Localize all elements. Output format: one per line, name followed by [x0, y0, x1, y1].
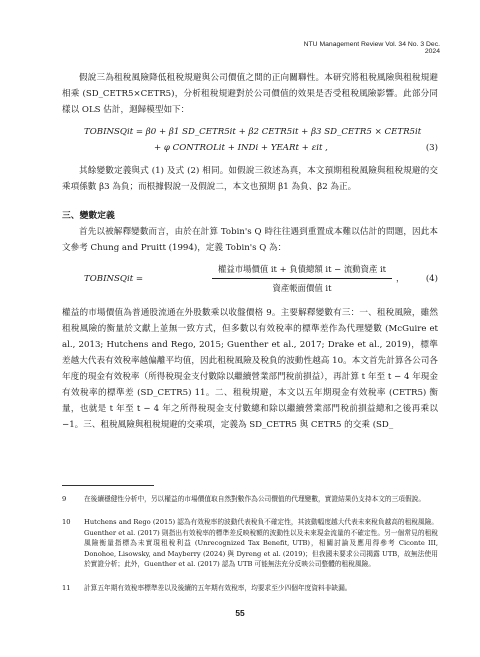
running-header: NTU Management Review Vol. 34 No. 3 Dec. 2024	[303, 41, 440, 55]
equation-4-fraction	[212, 262, 392, 295]
footnote-number: 9	[62, 495, 67, 503]
footnote-text: 計算五年期有效稅率標準差以及後續的五年期有效稅率，均要求至少四個年度資料非缺漏。	[84, 584, 352, 592]
footnote-text: 在後續穩健性分析中，另以權益的市場價值取自然對數作為公司價值的代理變數，實證結果仍支持本文的三項假說。	[84, 495, 426, 503]
footnote-text: Hutchens and Rego (2015) 認為有效稅率的波動代表稅負不確定性，其波動幅度越大代表未來稅負越高的租稅風險。Guenther et al. (2017) 則指出有效稅率的標準差反映稅額的波動性以及未來現金流量的不確定性。另一個常見的租稅風險衡量指標為未實現租稅利益 (Unrecognized Tax Benefit, UTB)，相關討論及應用得參考 Ciconte III, Donohoe, Lisowsky, and Mayberry (2024) 與 Dyreng et al. (2019)；但我國未要求公司揭露 UTB，故無法使用於實證分析；此外，Guenther et al. (2017) 認為 UTB 可能無法充分反映公司整體的租稅風險。	[84, 518, 438, 568]
footnote-11	[62, 583, 438, 594]
section-heading: 三、變數定義	[62, 211, 115, 221]
footnote-number: 10	[62, 518, 71, 526]
paragraph-variable-expectation: 其餘變數定義與式 (1) 及式 (2) 相同。如假說三敘述為真，本文預期租稅風險與租稅規避的交乘項係數 β3 為負；而根據假說一及假說二，本文也預期 β1 為負、β2 為正。	[62, 166, 438, 192]
paragraph-explanatory-variables: 權益的市場價值為普通股流通在外股數乘以收盤價格 9。主要解釋變數有三：一、租稅風險，雖然租稅風險的衡量於文獻上並無一致方式，但多數以有效稅率的標準差作為代理變數 (McGuire et al., 2013; Hutchens and Rego, 2015; Guenther et al., 2017; Drake et al., 2019)，標準差越大代表有效稅率越偏離平均值，因此租稅風險及稅負的波動性越高 10。本文首先計算各公司各年度的現金有效稅率（所得稅現金支付數除以繼續營業部門稅前損益），再計算 t 年至 t − 4 年現金有效稅率的標準差 (SD_CETR5) 11。二、租稅規避，本文以五年期現金有效稅率 (CETR5) 衡量，也就是 t 年至 t − 4 年之所得稅現金支付數總和除以繼續營業部門稅前損益總和之後再乘以 −1。三、租稅風險與租稅規避的交乘項，定義為 SD_CETR5 與 CETR5 的交乘 (SD_	[62, 308, 438, 430]
footnote-rule	[62, 485, 154, 486]
footnote-10	[62, 517, 438, 570]
paragraph-hypothesis-three: 假說三為租稅風險降低租稅規避與公司價值之間的正向關聯性。本研究將租稅風險與租稅規避相乘 (SD_CETR5×CETR5)，分析租稅規避對於公司價值的效果是否受租稅風險影響。此部分同樣以 OLS 估計，迴歸模型如下：	[62, 73, 438, 115]
footnote-9	[62, 494, 438, 505]
equation-4	[62, 262, 438, 298]
equation-4-lhs: TOBINSQit =	[84, 274, 144, 284]
paragraph-dependent-variable: 首先以被解釋變數而言，由於在計算 Tobin's Q 時往往遇到重置成本難以估計的問題，因此本文參考 Chung and Pruitt (1994)，定義 Tobin's Q 為：	[62, 227, 438, 253]
equation-4-numerator: 權益市場價值 it + 負債總額 it − 流動資產 it	[212, 262, 392, 279]
equation-4-tail: ，	[396, 274, 405, 284]
equation-4-denominator: 資產帳面價值 it	[272, 283, 332, 293]
equation-3-number: (3)	[425, 143, 438, 153]
equation-3-line2: + φ CONTROLit + INDi + YEARt + εit ,	[154, 143, 328, 153]
footnote-number: 11	[62, 584, 71, 592]
equation-4-number: (4)	[425, 274, 438, 284]
equation-3-line1: TOBINSQit = β0 + β1 SD_CETR5it + β2 CETR5it + β3 SD_CETR5 × CETR5it	[84, 127, 422, 137]
page-number: 55	[235, 608, 245, 618]
